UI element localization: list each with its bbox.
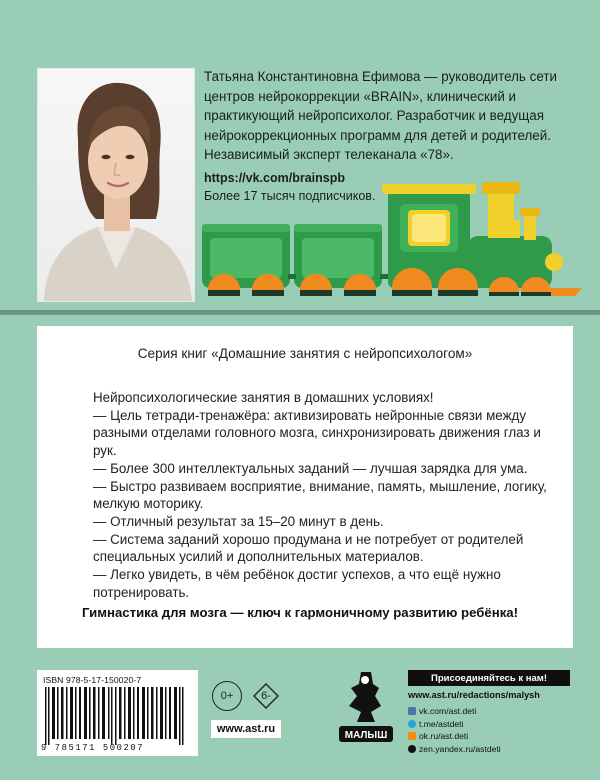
social-item-label: ok.ru/ast.deti xyxy=(419,731,469,742)
publisher-logo-text: МАЛЫШ xyxy=(344,730,388,741)
series-title: Серия книг «Домашние занятия с нейропсихологом» xyxy=(137,346,473,361)
description-item: — Цель тетради-тренажёра: активизировать нейронные связи между разными отделами головного мозга, синхронизировать движения глаз и рук. xyxy=(93,407,541,459)
author-subscribers: Более 17 тысяч подписчиков. xyxy=(204,189,376,203)
author-vk-link[interactable]: https://vk.com/brainspb xyxy=(204,171,345,185)
social-item-zen[interactable] xyxy=(408,743,501,756)
age-rating-6: 6- xyxy=(261,690,271,702)
description-item: — Быстро развиваем восприятие, внимание, память, мышление, логику, мелкую моторику. xyxy=(93,478,547,512)
author-bio: Татьяна Константиновна Ефимова — руководитель сети центров нейрокоррекции «BRAIN», клинический и практикующий нейропсихолог. Разработчик и ведущая нейрокоррекционных программ для детей и родителей. Независимый эксперт телеканала «78». xyxy=(204,69,557,162)
age-rating-6-badge xyxy=(251,681,281,711)
telegram-icon xyxy=(408,720,416,728)
slogan: Гимнастика для мозга — ключ к гармоничному развитию ребёнка! xyxy=(81,605,519,620)
description-item: Нейропсихологические занятия в домашних условиях! xyxy=(93,390,434,405)
barcode-icon xyxy=(43,687,193,745)
train-illustration xyxy=(198,176,588,317)
website-link[interactable]: www.ast.ru xyxy=(211,720,281,738)
social-item-vk[interactable] xyxy=(408,705,501,718)
description-item: — Система заданий хорошо продумана и не потребует от родителей специальных усилий и дополнительных материалов. xyxy=(93,531,524,565)
ok-icon xyxy=(408,732,416,740)
zen-icon xyxy=(408,745,416,753)
vk-icon xyxy=(408,707,416,715)
social-item-ok[interactable] xyxy=(408,730,501,743)
isbn-digits: 9 785171 500207 xyxy=(41,743,145,753)
isbn-barcode-box xyxy=(37,670,198,756)
social-item-label: t.me/astdeti xyxy=(419,718,464,729)
join-us-url[interactable]: www.ast.ru/redactions/malysh xyxy=(408,690,540,700)
isbn-label: ISBN 978-5-17-150020-7 xyxy=(43,675,142,685)
age-rating-0plus: 0+ xyxy=(212,681,242,711)
join-us-banner: Присоединяйтесь к нам! xyxy=(408,670,570,686)
publisher-logo xyxy=(331,666,401,751)
social-item-label: vk.com/ast.deti xyxy=(419,706,477,716)
author-photo xyxy=(37,68,195,302)
description-item: — Отличный результат за 15–20 минут в день. xyxy=(93,513,384,529)
social-item-label: zen.yandex.ru/astdeti xyxy=(419,743,501,754)
social-item-telegram[interactable] xyxy=(408,718,501,731)
description-item: — Более 300 интеллектуальных заданий — лучшая зарядка для ума. xyxy=(93,460,528,476)
description-item: — Легко увидеть, в чём ребёнок достиг успехов, а что ещё нужно потренировать. xyxy=(93,567,501,600)
ground-line xyxy=(0,310,600,315)
social-links xyxy=(408,705,501,755)
description-list xyxy=(93,389,563,601)
